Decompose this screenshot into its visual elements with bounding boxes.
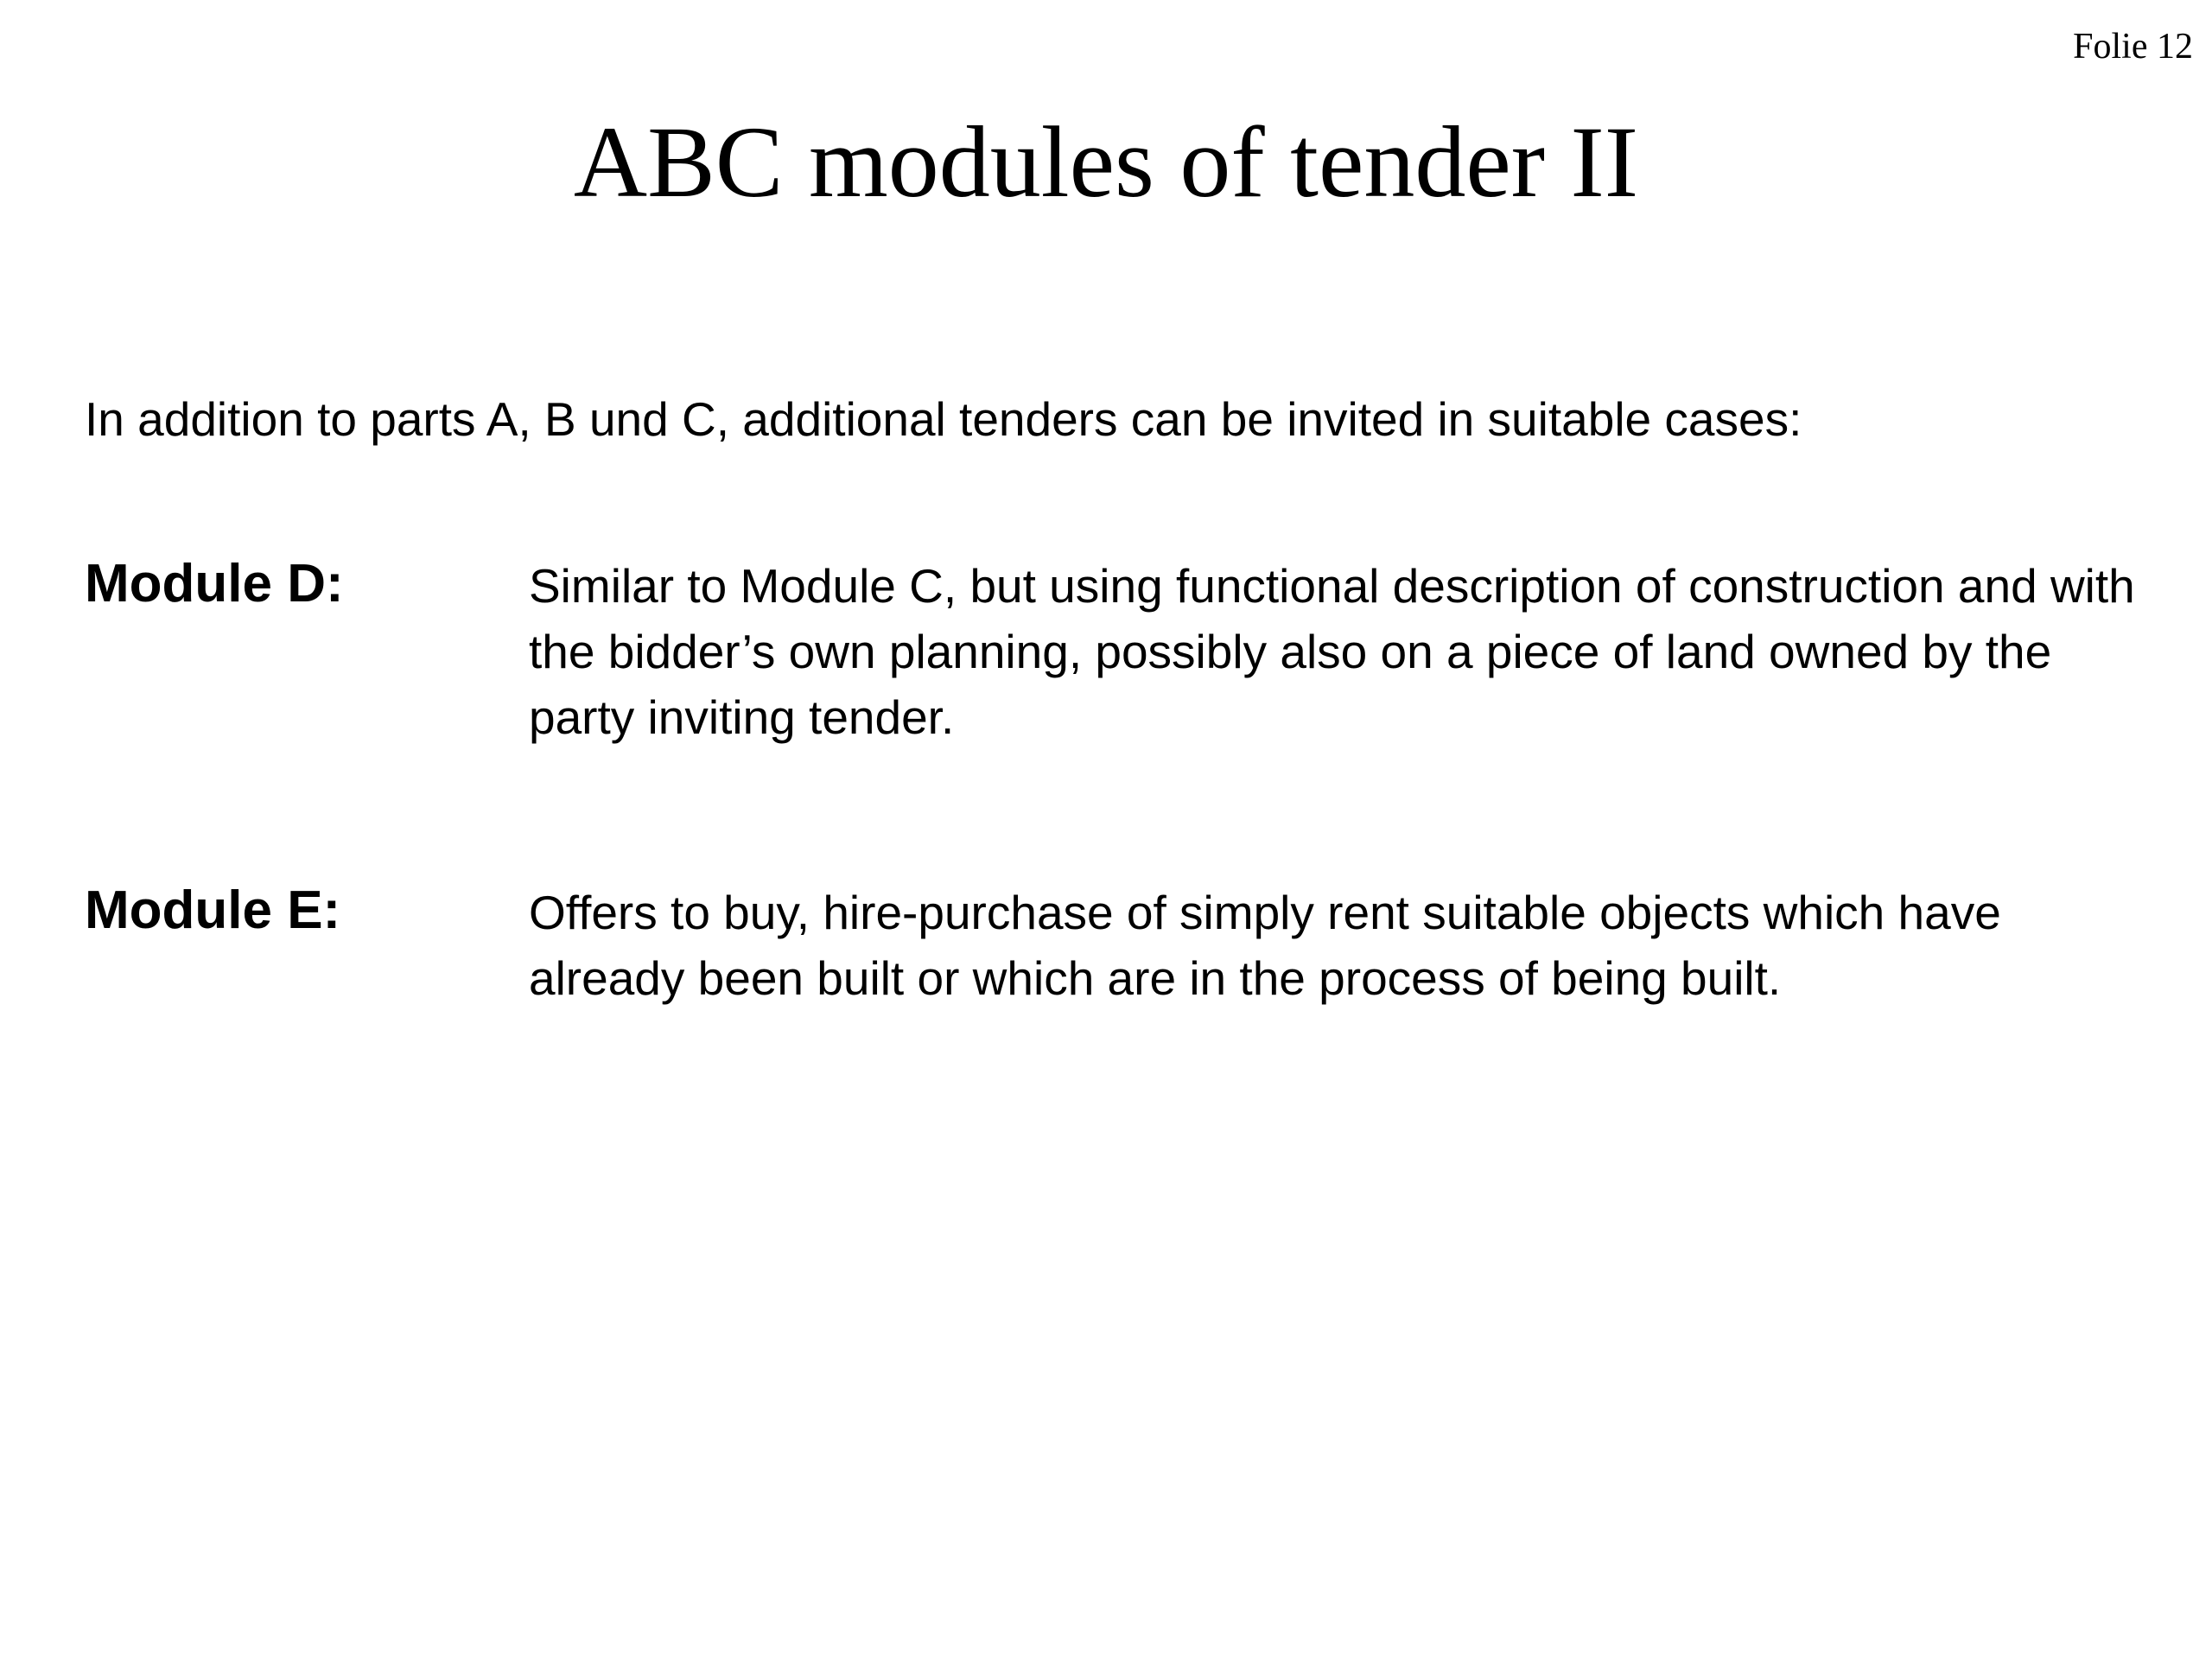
slide-title: ABC modules of tender II [573,105,1639,219]
intro-text: In addition to parts A, B und C, additional tenders can be invited in suitable cases: [85,392,1802,446]
slide-number: Folie 12 [2073,27,2193,67]
module-d-description: Similar to Module C, but using functional description of construction and with the bidder’s own planning, possibly also on a piece of land owned by the party inviting tender. [529,559,2135,744]
module-d-label: Module D: [85,554,344,613]
module-e-label: Module E: [85,880,341,940]
module-e-description: Offers to buy, hire-purchase of simply rent suitable objects which have already been built or which are in the process of being built. [529,886,2001,1005]
